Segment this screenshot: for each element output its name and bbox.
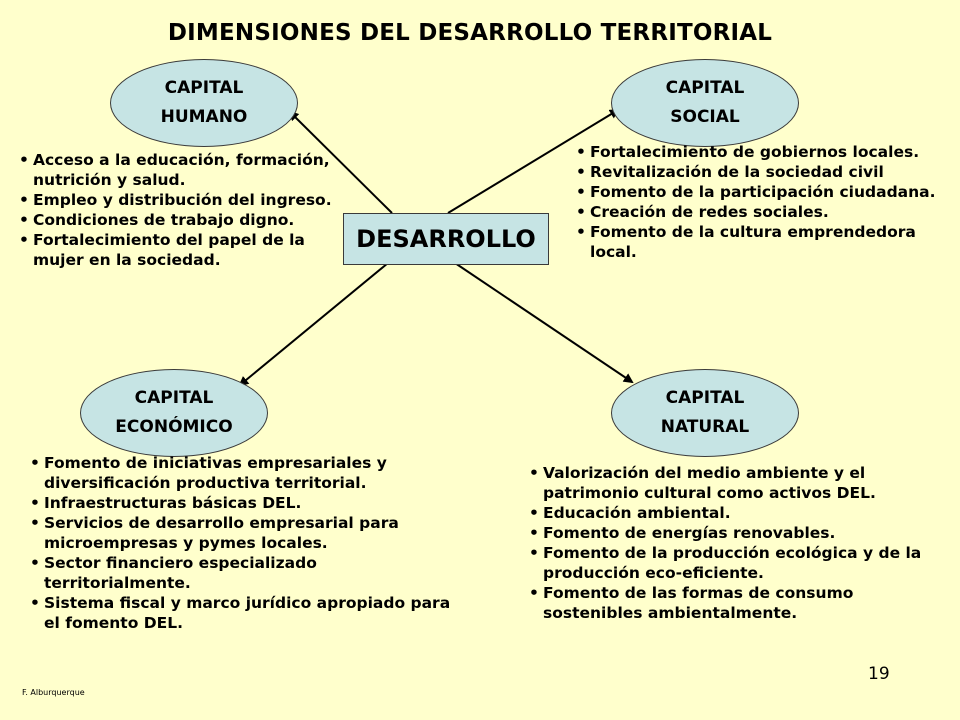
list-item: • Valorización del medio ambiente y el patrimonio cultural como activos DEL. [527, 463, 939, 503]
node-capital-natural [611, 369, 799, 457]
node-social-line2: SOCIAL [670, 107, 740, 127]
list-item: • Fomento de la cultura emprendedora local. [574, 222, 936, 262]
list-natural [527, 463, 939, 623]
page-number: 19 [868, 664, 890, 684]
list-item: • Fomento de energías renovables. [527, 523, 939, 543]
page-title: DIMENSIONES DEL DESARROLLO TERRITORIAL [167, 20, 773, 46]
node-capital-social [611, 59, 799, 147]
node-economico-line1: CAPITAL [134, 388, 214, 408]
list-item: • Empleo y distribución del ingreso. [17, 190, 337, 210]
list-item: • Fortalecimiento de gobiernos locales. [574, 142, 936, 162]
list-item: • Fomento de la participación ciudadana. [574, 182, 936, 202]
arrow-to-economico [240, 263, 388, 385]
list-item: • Fomento de las formas de consumo sostenibles ambientalmente. [527, 583, 939, 623]
list-item: • Fomento de la producción ecológica y de la producción eco-eficiente. [527, 543, 939, 583]
list-item: • Sistema fiscal y marco jurídico apropiado para el fomento DEL. [28, 593, 468, 633]
list-social [574, 142, 936, 262]
node-natural-line2: NATURAL [660, 417, 750, 437]
list-item: • Fomento de iniciativas empresariales y diversificación productiva territorial. [28, 453, 468, 493]
list-item: • Condiciones de trabajo digno. [17, 210, 337, 230]
list-economico [28, 453, 468, 633]
list-item: • Fortalecimiento del papel de la mujer en la sociedad. [17, 230, 337, 270]
node-humano-line2: HUMANO [160, 107, 248, 127]
list-item: • Acceso a la educación, formación, nutrición y salud. [17, 150, 337, 190]
node-natural-line1: CAPITAL [665, 388, 745, 408]
node-capital-humano [110, 59, 298, 147]
list-item: • Sector financiero especializado territorialmente. [28, 553, 468, 593]
list-item: • Revitalización de la sociedad civil [574, 162, 936, 182]
node-social-line1: CAPITAL [665, 78, 745, 98]
list-item: • Creación de redes sociales. [574, 202, 936, 222]
author-credit: F. Alburquerque [22, 688, 85, 697]
list-humano [17, 150, 337, 270]
arrow-to-natural [455, 263, 632, 382]
center-desarrollo: DESARROLLO [343, 213, 549, 265]
node-economico-line2: ECONÓMICO [115, 417, 233, 437]
list-item: • Infraestructuras básicas DEL. [28, 493, 468, 513]
node-capital-economico [80, 369, 268, 457]
list-item: • Educación ambiental. [527, 503, 939, 523]
node-humano-line1: CAPITAL [164, 78, 244, 98]
list-item: • Servicios de desarrollo empresarial para microempresas y pymes locales. [28, 513, 468, 553]
